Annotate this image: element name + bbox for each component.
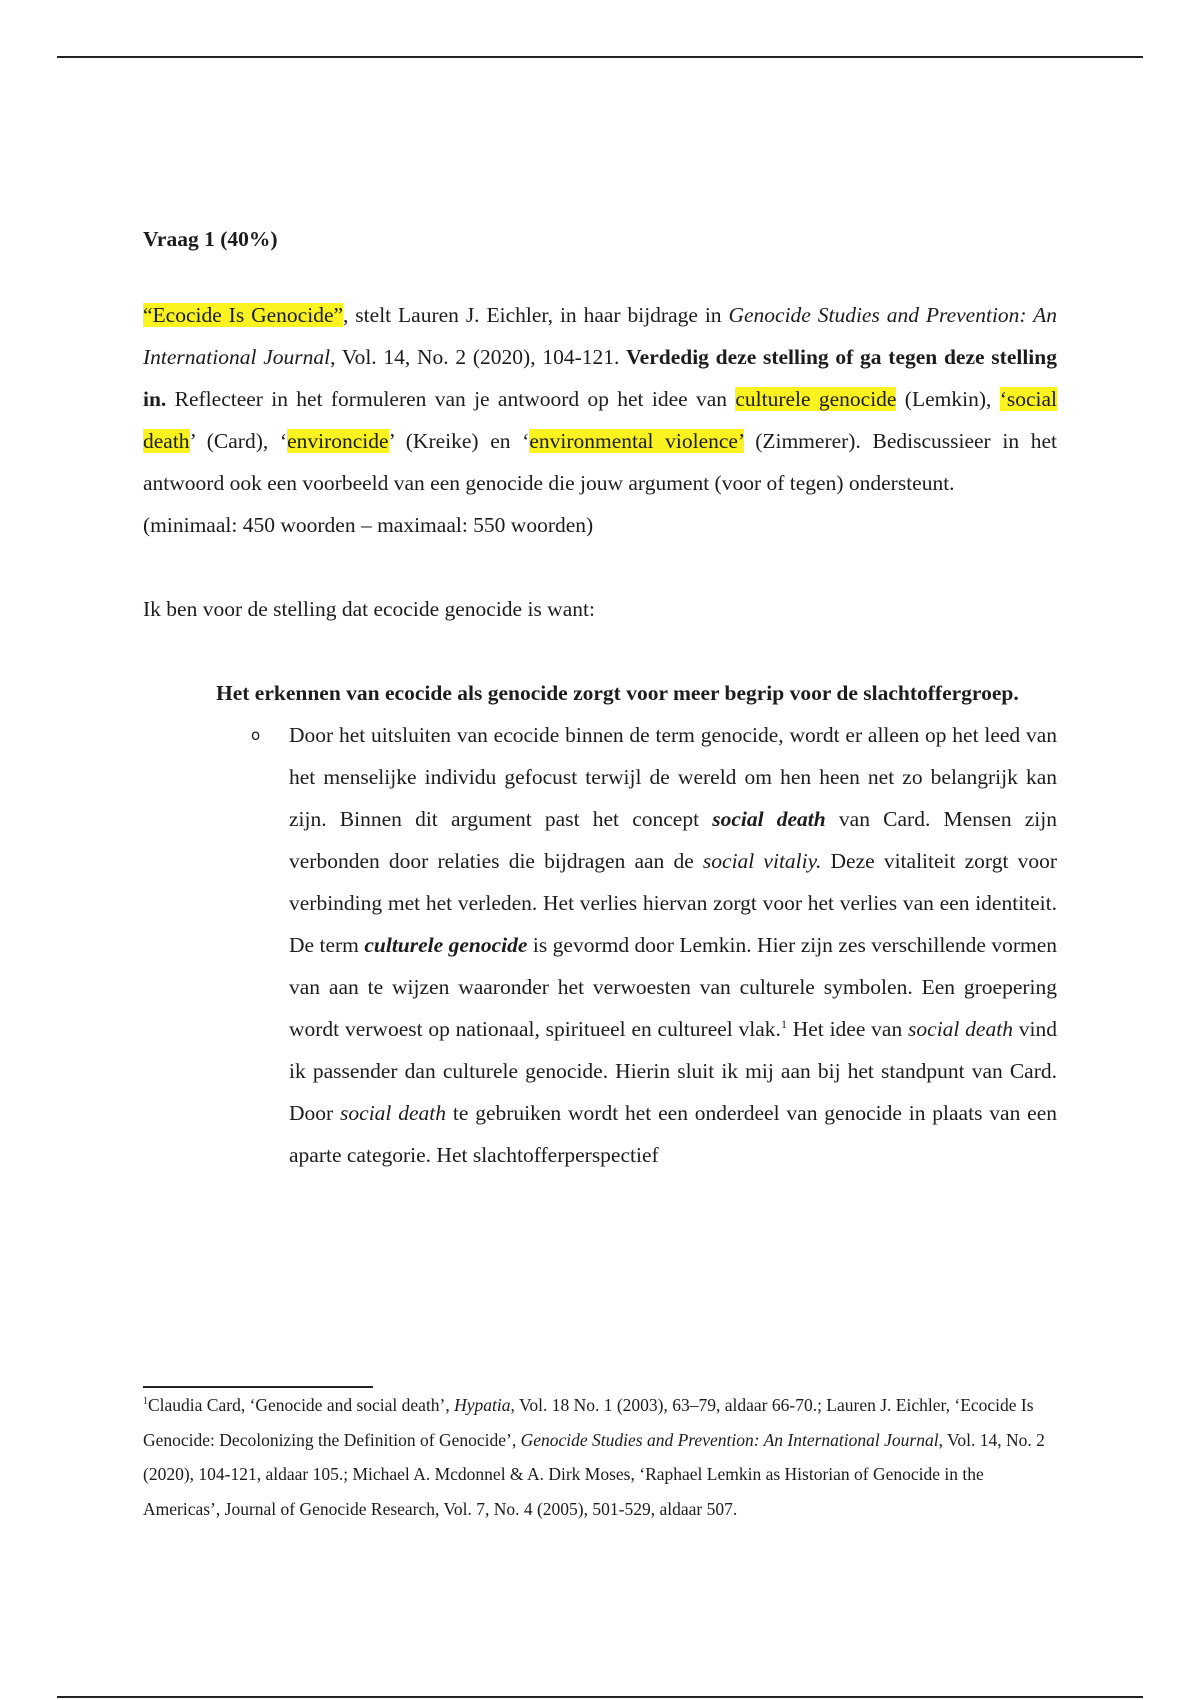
- highlight-ecocide-is-genocide: “Ecocide Is Genocide”: [143, 303, 344, 327]
- term-social-death: social death: [712, 807, 826, 831]
- term-social-death-italic-2: social death: [340, 1101, 446, 1125]
- footnote-journal: Genocide Studies and Prevention: An International Journal: [520, 1429, 939, 1450]
- list-item: o Door het uitsluiten van ecocide binnen de term genocide, wordt er alleen op het leed van het menselijke individu gefocust terwijl de wereld om hen heen net zo belangrijk kan zijn. Binnen dit argument past het concept social death van Card. Mensen zijn verbonden door relaties die bijdragen aan de social vitaliy. Deze vitaliteit zorgt voor verbinding met het verleden. Het verlies hiervan zorgt voor het verlies van een identiteit. De term culturele genocide is gevormd door Lemkin. Hier zijn zes verschillende vormen van aan te wijzen waaronder het verwoesten van culturele symbolen. Een groepering wordt verwoest op nationaal, spiritueel en cultureel vlak.$^1$ Het idee van social death vind ik passender dan culturele genocide. Hierin sluit ik mij aan bij het standpunt van Card. Door social death te gebruiken wordt het een onderdeel van genocide in plaats van een aparte categorie. Het slachtofferperspectief: [289, 714, 1057, 1176]
- footnote-marker: 1: [143, 1396, 148, 1408]
- journal-title: Genocide Studies and Prevention: An International Journal: [143, 303, 1057, 369]
- highlight-social-death: ‘social death: [143, 387, 1058, 453]
- highlight-environmental-violence: environmental violence’: [529, 429, 744, 453]
- term-social-death-italic: social death: [908, 1017, 1013, 1041]
- argument-sub-list: [143, 714, 1057, 1176]
- term-culturele-genocide: culturele genocide: [364, 933, 528, 957]
- footnote-hypatia: Hypatia: [454, 1395, 511, 1415]
- argument-heading: Het erkennen van ecocide als genocide zorgt voor meer begrip voor de slachtoffergroep.: [216, 681, 1019, 705]
- word-limits: (minimaal: 450 woorden – maximaal: 550 woorden): [143, 513, 594, 537]
- answer-stance: Ik ben voor de stelling dat ecocide genocide is want:: [143, 597, 595, 621]
- footnote-reference[interactable]: 1: [780, 1016, 787, 1031]
- highlight-environcide: environcide: [287, 429, 389, 453]
- document-body: [143, 218, 1057, 1176]
- hollow-bullet-icon: o: [251, 726, 261, 744]
- term-social-vitaliy: social vitaliy.: [702, 849, 822, 873]
- question-title: Vraag 1 (40%): [143, 227, 278, 251]
- page-top-rule: [57, 56, 1143, 58]
- highlight-culturele-genocide: culturele genocide: [735, 387, 897, 411]
- footnote: $^1$Claudia Card, ‘Genocide and social death’, Hypatia, Vol. 18 No. 1 (2003), 63–79, aldaar 66-70.; Lauren J. Eichler, ‘Ecocide Is Genocide: Decolonizing the Definition of Genocide’, Genocide Studies and Prevention: An International Journal, Vol. 14, No. 2 (2020), 104-121, aldaar 105.; Michael A. Mcdonnel & A. Dirk Moses, ‘Raphael Lemkin as Historian of Genocide in the Americas’, Journal of Genocide Research, Vol. 7, No. 4 (2005), 501-529, aldaar 507.: [143, 1395, 1045, 1519]
- page-bottom-rule: [57, 1696, 1143, 1698]
- question-prompt: “Ecocide Is Genocide”, stelt Lauren J. Eichler, in haar bijdrage in Genocide Studies and Prevention: An International Journal, Vol. 14, No. 2 (2020), 104-121. Verdedig deze stelling of ga tegen deze stelling in. Reflecteer in het formuleren van je antwoord op het idee van culturele genocide (Lemkin), ‘social death’ (Card), ‘environcide’ (Kreike) en ‘environmental violence’ (Zimmerer). Bediscussieer in het antwoord ook een voorbeeld van een genocide die jouw argument (voor of tegen) ondersteunt.: [143, 303, 1058, 495]
- bold-instruction: Verdedig deze stelling of ga tegen deze stelling in.: [143, 345, 1057, 411]
